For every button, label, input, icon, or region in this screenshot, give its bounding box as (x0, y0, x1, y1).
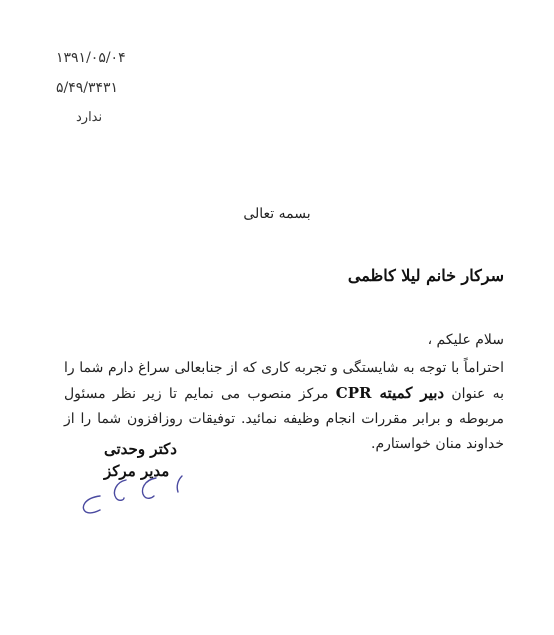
greeting: سلام علیکم ، (427, 332, 504, 348)
body-text-part2: مرکز منصوب می نمایم تا زیر نظر مسئول مربوطه و برابر مقررات انجام وظیفه نمائید. توفیقات روزافزون شما را از خداوند منان خواستارم. (64, 386, 504, 452)
letter-number: ۵/۴۹/۳۴۳۱ (56, 80, 119, 96)
letter-attachment: ندارد (76, 110, 103, 125)
signer-title: مدیر مرکز (104, 462, 170, 480)
signer-name: دکتر وحدتی (104, 440, 177, 458)
letter-date: ۱۳۹۱/۰۵/۰۴ (56, 50, 126, 66)
invocation: بسمه تعالی (243, 206, 311, 222)
body-text-part1: احتراماً با توجه به شایستگی و تجربه کاری که از جنابعالی سراغ دارم شما را به عنوان (64, 360, 504, 402)
recipient: سرکار خانم لیلا کاظمی (347, 266, 504, 285)
body-text-bold: دبیر کمیته CPR (335, 384, 445, 402)
handwritten-signature (78, 462, 198, 522)
